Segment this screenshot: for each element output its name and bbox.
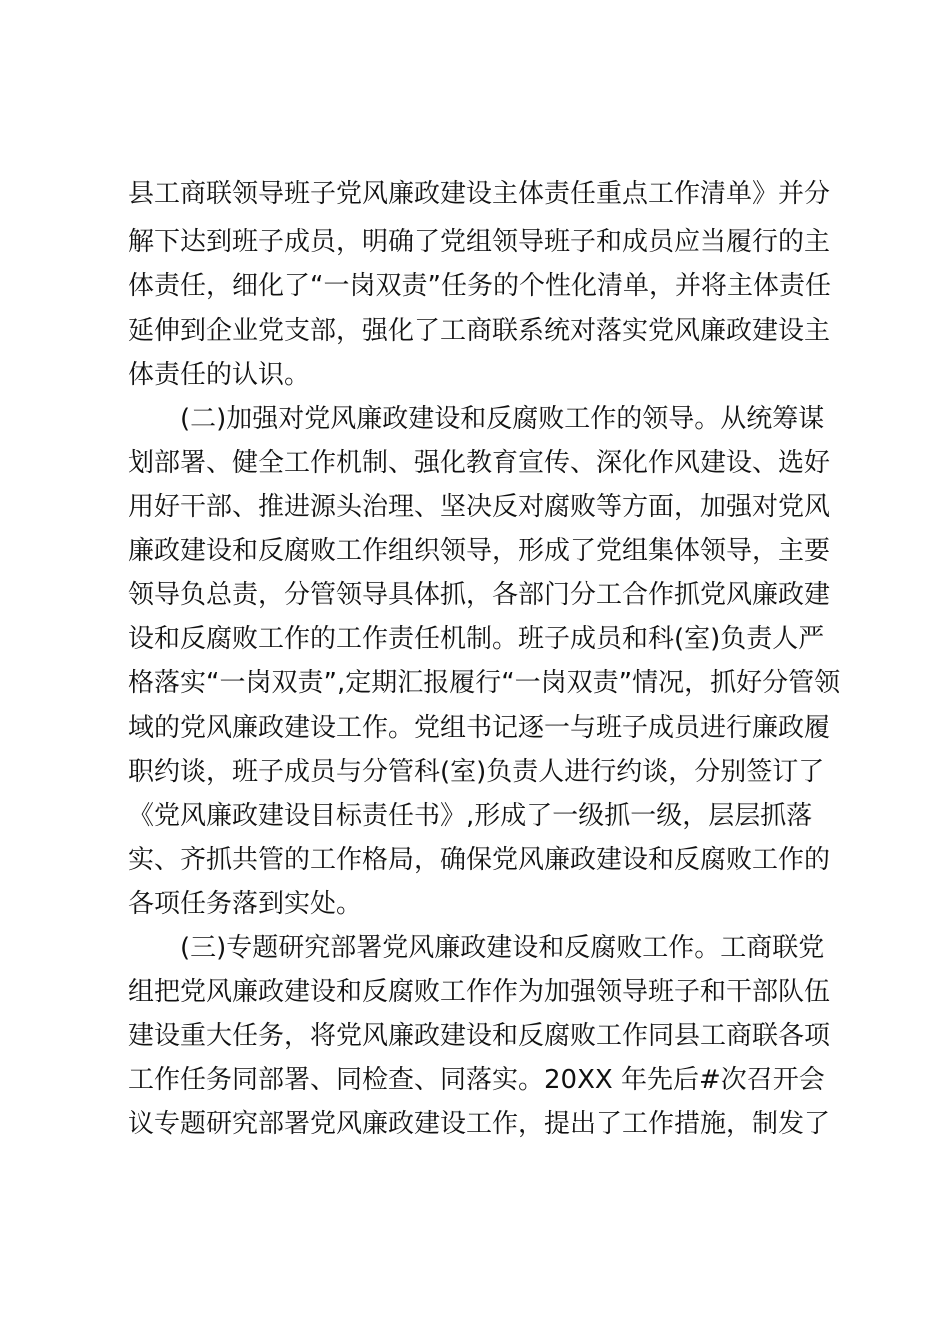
text-line: 体责任的认识。 xyxy=(128,360,311,390)
text-line: 实、齐抓共管的工作格局，确保党风廉政建设和反腐败工作的 xyxy=(128,845,831,875)
text-line: 领导负总责，分管领导具体抓，各部门分工合作抓党风廉政建 xyxy=(128,580,831,610)
text-line: 职约谈，班子成员与分管科(室)负责人进行约谈，分别签订了 xyxy=(128,757,825,787)
text-line: 组把党风廉政建设和反腐败工作作为加强领导班子和干部队伍 xyxy=(128,977,831,1007)
paragraph-start-line: (三)专题研究部署党风廉政建设和反腐败工作。工商联党 xyxy=(180,933,825,963)
text-line: 设和反腐败工作的工作责任机制。班子成员和科(室)负责人严 xyxy=(128,624,825,654)
text-line: 解下达到班子成员，明确了党组领导班子和成员应当履行的主 xyxy=(128,227,831,257)
text-line: 体责任，细化了“一岗双责”任务的个性化清单，并将主体责任 xyxy=(128,271,831,301)
text-line: 工作任务同部署、同检查、同落实。20XX 年先后#次召开会 xyxy=(128,1065,825,1095)
paragraph-start-line: (二)加强对党风廉政建设和反腐败工作的领导。从统筹谋 xyxy=(180,404,825,434)
text-line: 建设重大任务，将党风廉政建设和反腐败工作同县工商联各项 xyxy=(128,1021,831,1051)
text-line: 格落实“一岗双责”,定期汇报履行“一岗双责”情况，抓好分管领 xyxy=(128,668,841,698)
text-line: 用好干部、推进源头治理、坚决反对腐败等方面，加强对党风 xyxy=(128,492,831,522)
text-line: 延伸到企业党支部，强化了工商联系统对落实党风廉政建设主 xyxy=(128,316,831,346)
text-line: 《党风廉政建设目标责任书》,形成了一级抓一级，层层抓落 xyxy=(128,801,813,831)
text-line: 县工商联领导班子党风廉政建设主体责任重点工作清单》并分 xyxy=(128,179,831,209)
text-line: 廉政建设和反腐败工作组织领导，形成了党组集体领导，主要 xyxy=(128,536,831,566)
text-line: 各项任务落到实处。 xyxy=(128,889,363,919)
text-line: 域的党风廉政建设工作。党组书记逐一与班子成员进行廉政履 xyxy=(128,713,831,743)
text-line: 议专题研究部署党风廉政建设工作，提出了工作措施，制发了 xyxy=(128,1109,831,1139)
text-line: 划部署、健全工作机制、强化教育宣传、深化作风建设、选好 xyxy=(128,448,831,478)
